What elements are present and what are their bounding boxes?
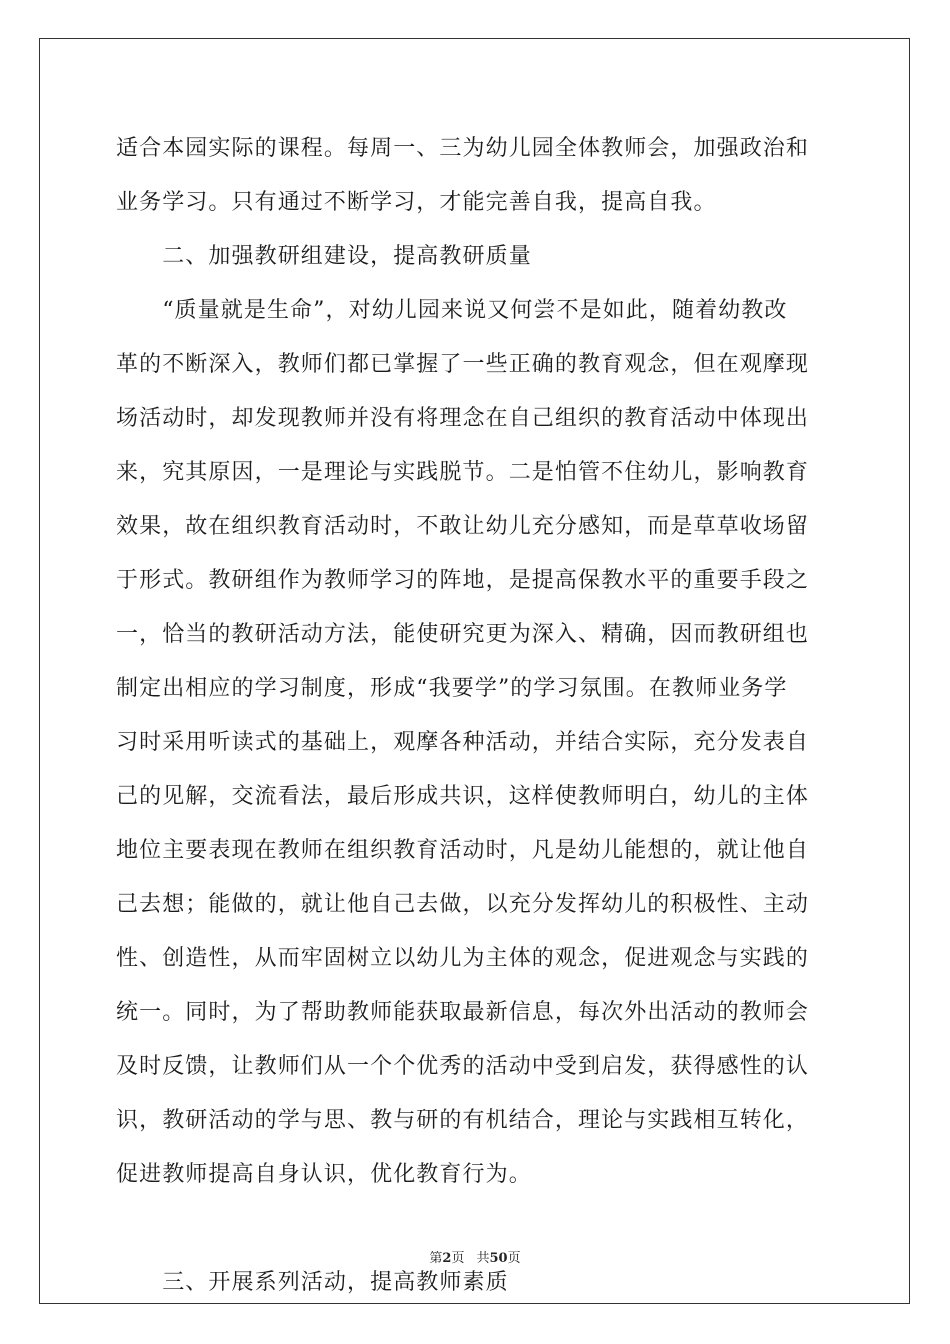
total-prefix: 共 <box>476 1251 490 1266</box>
body-line: 一，恰当的教研活动方法，能使研究更为深入、精确，因而教研组也 <box>116 622 810 647</box>
body-line: 地位主要表现在教师在组织教育活动时，凡是幼儿能想的，就让他自 <box>116 838 810 863</box>
body-line: 适合本园实际的课程。每周一、三为幼儿园全体教师会，加强政治和 <box>116 136 810 161</box>
body-line: 于形式。教研组作为教师学习的阵地，是提高保教水平的重要手段之 <box>116 568 810 593</box>
body-line: 场活动时，却发现教师并没有将理念在自己组织的教育活动中体现出 <box>116 406 810 431</box>
section-heading: 三、开展系列活动，提高教师素质 <box>116 1270 509 1295</box>
body-line: “质量就是生命”，对幼儿园来说又何尝不是如此，随着幼教改 <box>116 298 788 323</box>
body-line: 性、创造性，从而牢固树立以幼儿为主体的观念，促进观念与实践的 <box>116 946 810 971</box>
page-suffix: 页 <box>451 1251 465 1266</box>
section-heading: 二、加强教研组建设，提高教研质量 <box>116 244 532 269</box>
body-line: 制定出相应的学习制度，形成“我要学”的学习氛围。在教师业务学 <box>116 676 788 701</box>
current-page-number: 2 <box>442 1251 452 1266</box>
body-line: 己去想；能做的，就让他自己去做，以充分发挥幼儿的积极性、主动 <box>116 892 810 917</box>
body-line: 效果，故在组织教育活动时，不敢让幼儿充分感知，而是草草收场留 <box>116 514 810 539</box>
total-page-count: 50 <box>489 1251 508 1266</box>
body-line: 统一。同时，为了帮助教师能获取最新信息，每次外出活动的教师会 <box>116 1000 810 1025</box>
body-line: 识，教研活动的学与思、教与研的有机结合，理论与实践相互转化， <box>116 1108 810 1133</box>
body-line: 己的见解，交流看法，最后形成共识，这样使教师明白，幼儿的主体 <box>116 784 810 809</box>
total-suffix: 页 <box>507 1251 521 1266</box>
body-line: 及时反馈，让教师们从一个个优秀的活动中受到启发，获得感性的认 <box>116 1054 810 1079</box>
body-line: 促进教师提高自身认识，优化教育行为。 <box>116 1162 532 1187</box>
body-line: 革的不断深入，教师们都已掌握了一些正确的教育观念，但在观摩现 <box>116 352 810 377</box>
body-line: 来，究其原因，一是理论与实践脱节。二是怕管不住幼儿，影响教育 <box>116 460 810 485</box>
document-body <box>116 122 836 1310</box>
body-line: 习时采用听读式的基础上，观摩各种活动，并结合实际，充分发表自 <box>116 730 810 755</box>
page-footer <box>0 1247 950 1266</box>
body-line: 业务学习。只有通过不断学习，才能完善自我，提高自我。 <box>116 190 717 215</box>
page-prefix: 第 <box>429 1251 443 1266</box>
